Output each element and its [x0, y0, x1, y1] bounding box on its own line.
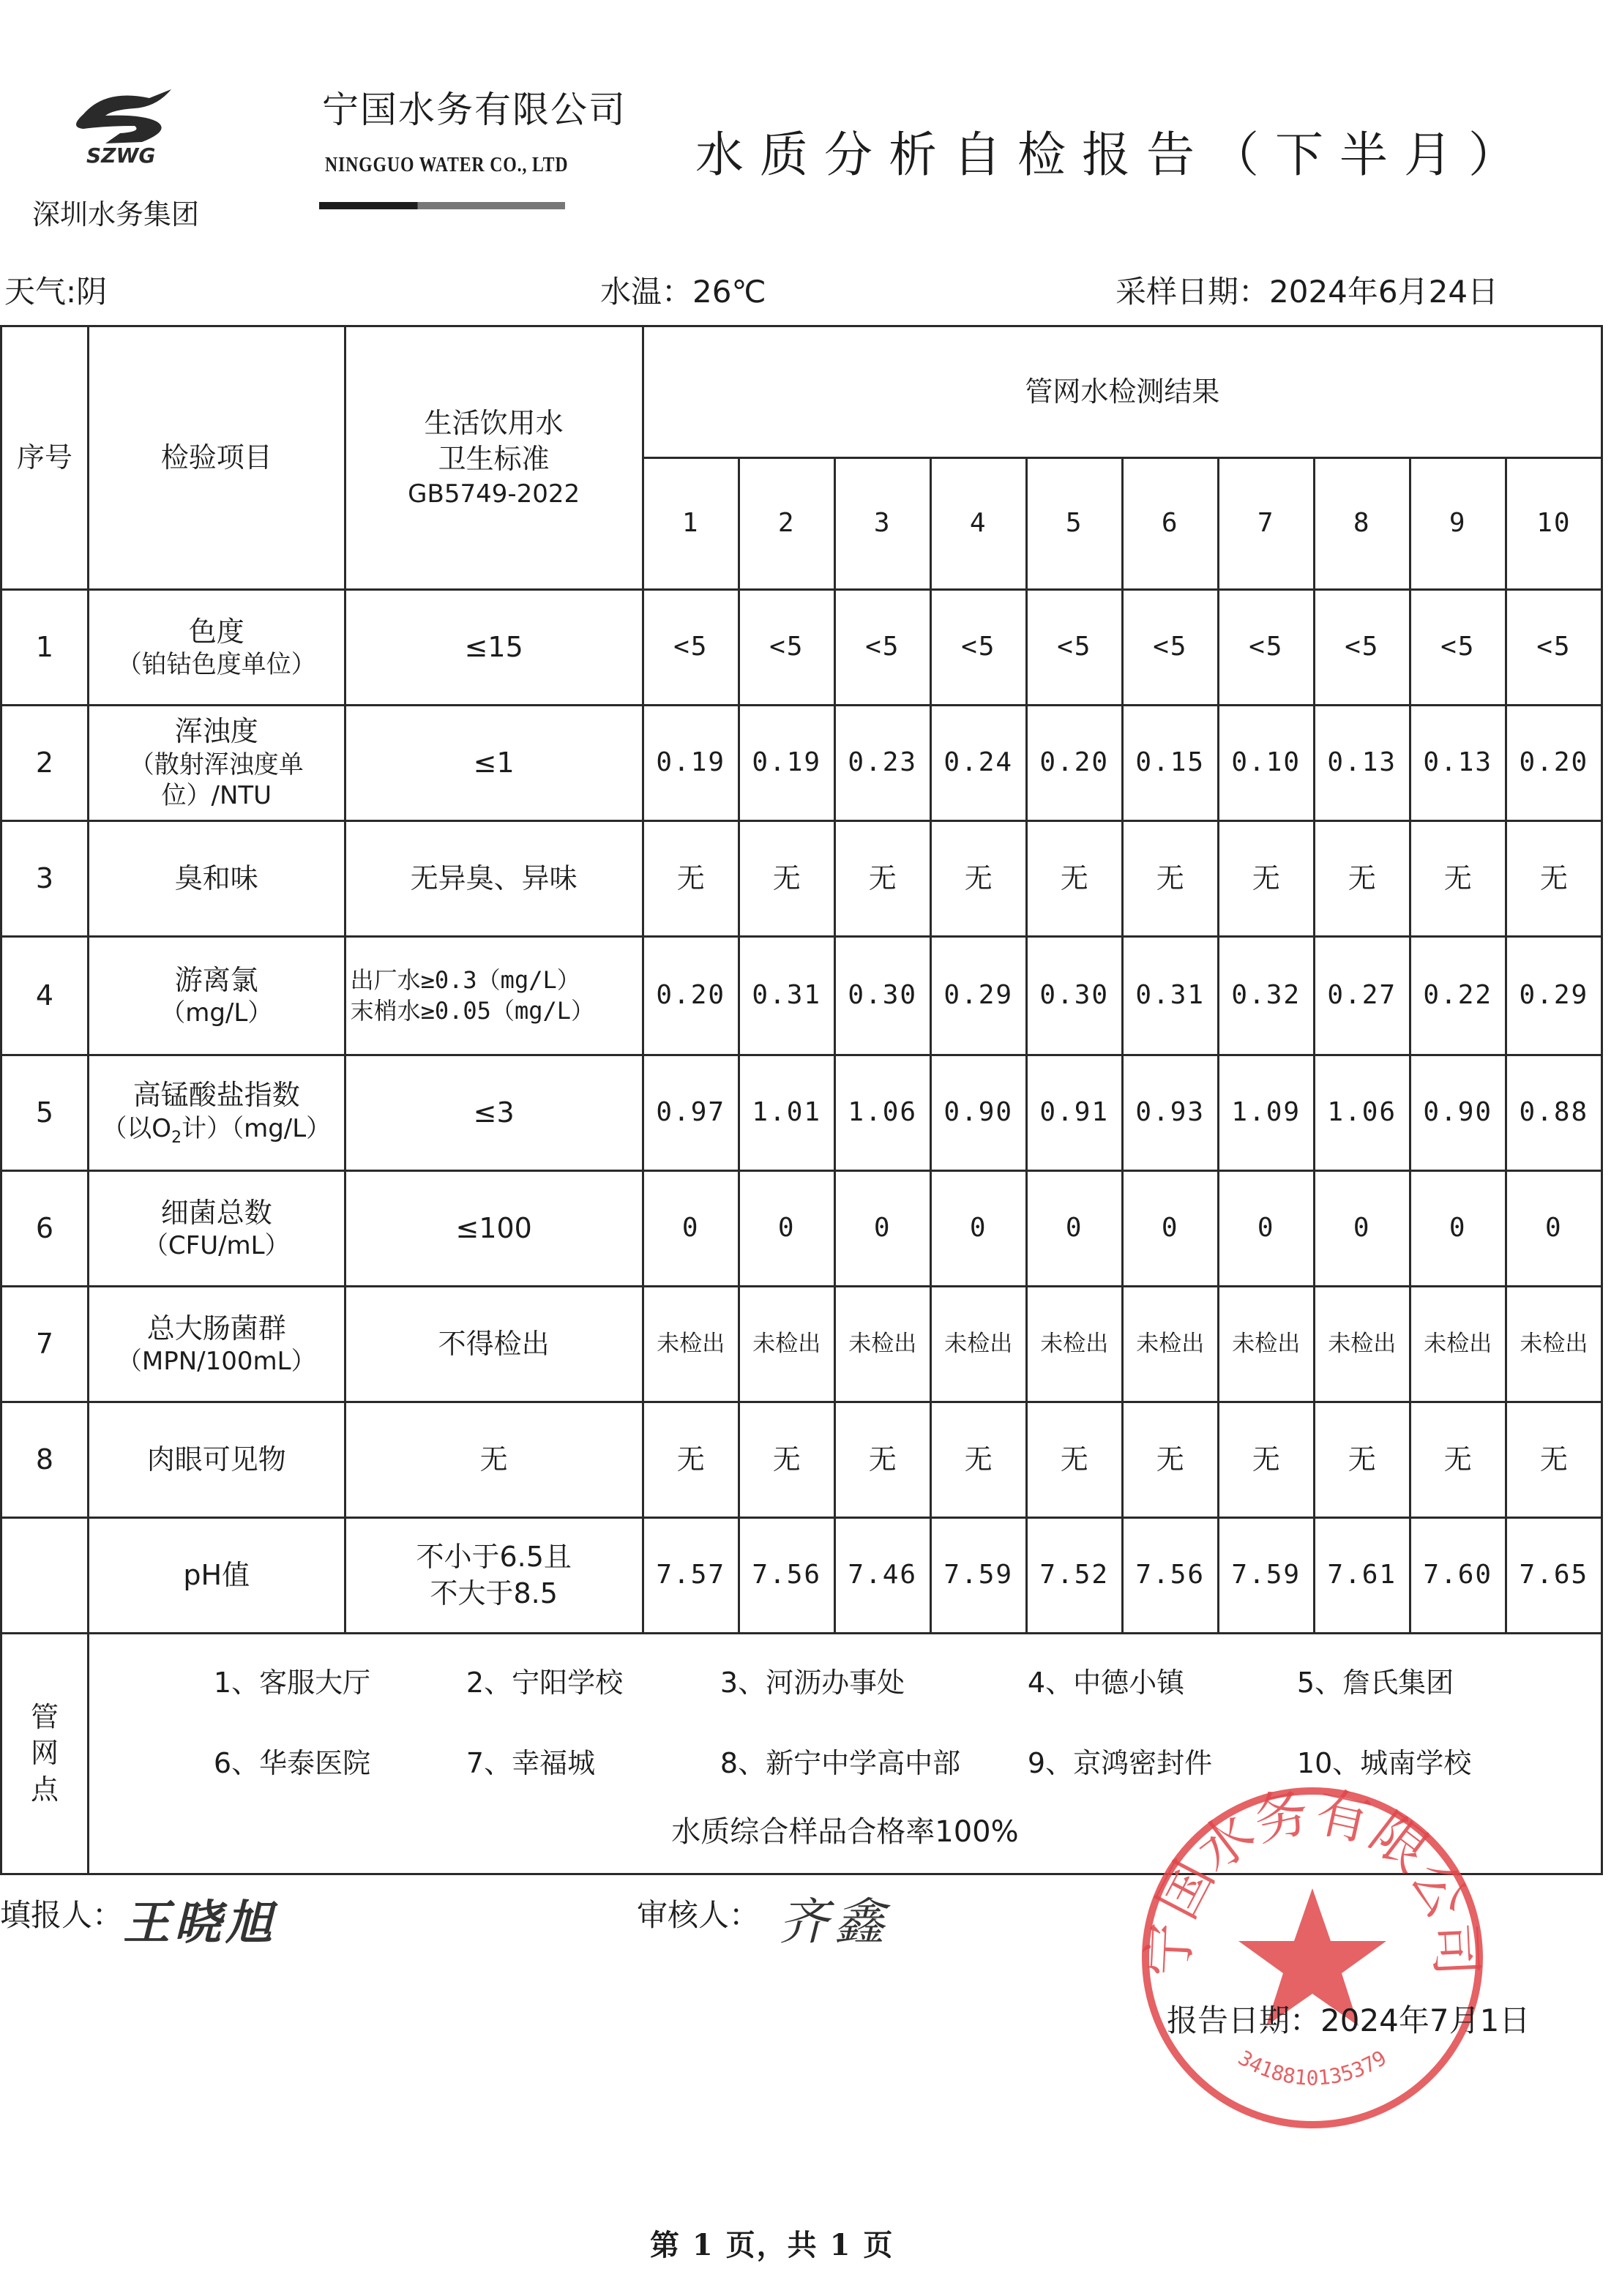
- result-cell: 无: [1506, 1402, 1602, 1518]
- result-cell: 0: [643, 1171, 739, 1287]
- site-8: 8、新宁中学高中部: [720, 1747, 961, 1779]
- result-cell: 7.61: [1314, 1518, 1410, 1634]
- result-cell: <5: [1218, 590, 1314, 706]
- result-cell: 0: [1122, 1171, 1218, 1287]
- sites-label-text: 管网点: [30, 1700, 59, 1806]
- result-cell: <5: [1314, 590, 1410, 706]
- result-cell: 0.30: [1026, 937, 1122, 1055]
- company-name-cn: 宁国水务有限公司: [322, 89, 627, 131]
- result-cell: 无: [1410, 821, 1506, 937]
- page-footer: 第 1 页，共 1 页: [650, 2228, 894, 2262]
- row-item: [88, 821, 345, 937]
- result-cell: <5: [1506, 590, 1602, 706]
- table-row: [1, 1287, 1602, 1402]
- result-cell: 7.57: [643, 1518, 739, 1634]
- item-name: 总大肠菌群: [146, 1312, 286, 1345]
- result-cell: 0.97: [643, 1055, 739, 1171]
- site-number-header: 1: [643, 458, 739, 590]
- item-name: 细菌总数: [160, 1196, 272, 1229]
- site-1: 1、客服大厅: [213, 1667, 371, 1699]
- site-4: 4、中德小镇: [1027, 1667, 1185, 1699]
- standard-line: 生活饮用水: [424, 407, 564, 440]
- table-row: [1, 821, 1602, 937]
- result-cell: 0.88: [1506, 1055, 1602, 1171]
- row-seq: 1: [1, 590, 89, 706]
- szwg-logo-icon: [61, 85, 193, 165]
- site-number-header: 2: [739, 458, 834, 590]
- row-item: [88, 590, 345, 706]
- table-row: [1, 1055, 1602, 1171]
- result-cell: 7.46: [834, 1518, 930, 1634]
- result-cell: 0.24: [930, 706, 1026, 821]
- result-cell: <5: [643, 590, 739, 706]
- result-cell: 1.06: [834, 1055, 930, 1171]
- result-cell: 0: [1506, 1171, 1602, 1287]
- report-title: 水质分析自检报告（下半月）: [695, 127, 1533, 183]
- item-name: 臭和味: [174, 861, 258, 894]
- result-cell: 0.31: [739, 937, 834, 1055]
- result-cell: 0.90: [1410, 1055, 1506, 1171]
- result-cell: 未检出: [1410, 1287, 1506, 1402]
- result-cell: 未检出: [1506, 1287, 1602, 1402]
- result-cell: 0.31: [1122, 937, 1218, 1055]
- row-item: [88, 1402, 345, 1518]
- result-cell: 7.59: [930, 1518, 1026, 1634]
- row-standard: [345, 937, 643, 1055]
- item-name: 游离氯: [174, 963, 258, 996]
- result-cell: 无: [1026, 1402, 1122, 1518]
- table-row: [1, 706, 1602, 821]
- result-cell: 无: [930, 1402, 1026, 1518]
- result-cell: <5: [739, 590, 834, 706]
- result-cell: 0.20: [1026, 706, 1122, 821]
- result-cell: 0.10: [1218, 706, 1314, 821]
- standard-line: 末梢水≥0.05（mg/L）: [350, 996, 595, 1025]
- item-unit: （铂钴色度单位）: [116, 650, 316, 679]
- item-unit: （散射浑浊度单位）/NTU: [129, 749, 304, 811]
- result-cell: 7.59: [1218, 1518, 1314, 1634]
- svg-text:3418810135379: [1234, 2046, 1391, 2090]
- result-cell: 0.19: [643, 706, 739, 821]
- item-name: 高锰酸盐指数: [132, 1079, 300, 1112]
- result-cell: 7.56: [739, 1518, 834, 1634]
- standard-line: GB5749-2022: [408, 479, 580, 509]
- site-7: 7、幸福城: [466, 1747, 596, 1779]
- group-name: 深圳水务集团: [32, 198, 200, 231]
- result-cell: 0.30: [834, 937, 930, 1055]
- result-cell: 无: [1122, 821, 1218, 937]
- result-cell: 0.15: [1122, 706, 1218, 821]
- result-cell: 未检出: [643, 1287, 739, 1402]
- company-name-en: NINGGUO WATER CO., LTD: [325, 154, 569, 176]
- row-seq: 2: [1, 706, 89, 821]
- result-cell: 无: [1506, 821, 1602, 937]
- result-cell: 0.32: [1218, 937, 1314, 1055]
- site-number-header: 5: [1026, 458, 1122, 590]
- item-unit: （MPN/100mL）: [116, 1347, 316, 1376]
- result-cell: 无: [739, 1402, 834, 1518]
- result-cell: 0.90: [930, 1055, 1026, 1171]
- site-number-header: 10: [1506, 458, 1602, 590]
- table-row: [1, 590, 1602, 706]
- result-cell: 无: [643, 821, 739, 937]
- svg-text:SZWG: SZWG: [86, 143, 156, 165]
- sites-line-1: [89, 1648, 1601, 1728]
- sampling-date: 采样日期：2024年6月24日: [1115, 274, 1499, 310]
- result-cell: 0.27: [1314, 937, 1410, 1055]
- result-cell: 无: [1026, 821, 1122, 937]
- result-cell: 未检出: [1314, 1287, 1410, 1402]
- item-unit-pre: （以O: [102, 1113, 172, 1143]
- filler-signature: 王晓旭: [123, 1896, 277, 1951]
- result-cell: 未检出: [930, 1287, 1026, 1402]
- table-row: [1, 1518, 1602, 1634]
- item-unit: [89, 1113, 344, 1148]
- result-cell: 1.06: [1314, 1055, 1410, 1171]
- site-6: 6、华泰医院: [213, 1747, 371, 1779]
- result-cell: 0.13: [1314, 706, 1410, 821]
- water-temperature: 水温：26℃: [600, 274, 766, 310]
- item-unit-post: 计）（mg/L）: [182, 1113, 332, 1143]
- water-quality-table: [0, 325, 1603, 1875]
- result-cell: 无: [643, 1402, 739, 1518]
- row-item: [88, 1055, 345, 1171]
- result-cell: <5: [1026, 590, 1122, 706]
- row-standard: 不得检出: [345, 1287, 643, 1402]
- result-cell: 无: [739, 821, 834, 937]
- result-cell: 1.01: [739, 1055, 834, 1171]
- report-date: 报告日期：2024年7月1日: [1167, 2003, 1531, 2038]
- weather: 天气:阴: [4, 274, 108, 310]
- result-cell: 0: [739, 1171, 834, 1287]
- standard-line: 出厂水≥0.3（mg/L）: [350, 965, 580, 994]
- result-cell: <5: [1410, 590, 1506, 706]
- filler-label: 填报人：: [0, 1897, 124, 1933]
- row-seq: 4: [1, 937, 89, 1055]
- result-cell: 0: [930, 1171, 1026, 1287]
- table-row: [1, 1402, 1602, 1518]
- row-item: [88, 1287, 345, 1402]
- result-cell: 无: [930, 821, 1026, 937]
- result-cell: <5: [1122, 590, 1218, 706]
- row-standard: [345, 1518, 643, 1634]
- result-cell: 0.23: [834, 706, 930, 821]
- result-cell: 0.93: [1122, 1055, 1218, 1171]
- pass-rate: 水质综合样品合格率100%: [671, 1815, 1019, 1849]
- result-cell: 无: [1218, 821, 1314, 937]
- row-seq: 6: [1, 1171, 89, 1287]
- row-standard: ≤15: [345, 590, 643, 706]
- result-cell: 0.29: [930, 937, 1026, 1055]
- result-cell: 7.60: [1410, 1518, 1506, 1634]
- header-seq: 序号: [1, 326, 89, 590]
- item-unit-subscript: 2: [171, 1128, 182, 1147]
- result-cell: 7.52: [1026, 1518, 1122, 1634]
- row-item: [88, 1171, 345, 1287]
- result-cell: 无: [1314, 821, 1410, 937]
- site-number-header: 3: [834, 458, 930, 590]
- site-10: 10、城南学校: [1296, 1747, 1472, 1779]
- item-name: 肉眼可见物: [146, 1443, 286, 1476]
- site-number-header: 9: [1410, 458, 1506, 590]
- site-3: 3、河沥办事处: [720, 1667, 905, 1699]
- result-cell: 未检出: [1026, 1287, 1122, 1402]
- item-unit: （mg/L）: [160, 998, 273, 1028]
- row-standard: ≤3: [345, 1055, 643, 1171]
- result-cell: 无: [1218, 1402, 1314, 1518]
- result-cell: 0.20: [1506, 706, 1602, 821]
- result-cell: 0: [1026, 1171, 1122, 1287]
- header-results: 管网水检测结果: [643, 326, 1602, 458]
- site-2: 2、宁阳学校: [466, 1667, 624, 1699]
- site-number-header: 6: [1122, 458, 1218, 590]
- result-cell: <5: [930, 590, 1026, 706]
- row-seq: 5: [1, 1055, 89, 1171]
- standard-line: 卫生标准: [438, 443, 550, 476]
- result-cell: 无: [1122, 1402, 1218, 1518]
- result-cell: 0: [834, 1171, 930, 1287]
- item-name: 浑浊度: [174, 715, 258, 748]
- row-item: [88, 706, 345, 821]
- header-item: 检验项目: [88, 326, 345, 590]
- row-standard: 无异臭、异味: [345, 821, 643, 937]
- result-cell: 未检出: [834, 1287, 930, 1402]
- standard-line: 不大于8.5: [430, 1577, 558, 1609]
- result-cell: <5: [834, 590, 930, 706]
- row-seq: 7: [1, 1287, 89, 1402]
- company-seal-icon: [1133, 1779, 1492, 2137]
- result-cell: 0: [1314, 1171, 1410, 1287]
- standard-line: 不小于6.5且: [416, 1541, 572, 1574]
- row-standard: ≤100: [345, 1171, 643, 1287]
- site-9: 9、京鸿密封件: [1027, 1747, 1213, 1779]
- item-name: pH值: [183, 1558, 250, 1591]
- item-unit: （CFU/mL）: [143, 1231, 290, 1260]
- row-standard: ≤1: [345, 706, 643, 821]
- result-cell: 未检出: [1218, 1287, 1314, 1402]
- site-number-header: 7: [1218, 458, 1314, 590]
- row-item: [88, 1518, 345, 1634]
- table-row: [1, 937, 1602, 1055]
- seal-code: 3418810135379: [1233, 2045, 1391, 2090]
- result-cell: 0: [1218, 1171, 1314, 1287]
- item-name: 色度: [188, 615, 244, 648]
- row-standard: 无: [345, 1402, 643, 1518]
- reviewer-signature: 齐鑫: [779, 1893, 891, 1951]
- row-item: [88, 937, 345, 1055]
- row-seq: 8: [1, 1402, 89, 1518]
- result-cell: 无: [1314, 1402, 1410, 1518]
- table-row: [1, 1171, 1602, 1287]
- result-cell: 7.56: [1122, 1518, 1218, 1634]
- result-cell: 无: [834, 1402, 930, 1518]
- result-cell: 未检出: [1122, 1287, 1218, 1402]
- result-cell: 0.13: [1410, 706, 1506, 821]
- site-number-header: 4: [930, 458, 1026, 590]
- site-5: 5、詹氏集团: [1296, 1667, 1454, 1699]
- reviewer-label: 审核人：: [637, 1897, 760, 1933]
- result-cell: 0.91: [1026, 1055, 1122, 1171]
- result-cell: 0.20: [643, 937, 739, 1055]
- sites-label: [1, 1634, 89, 1874]
- row-seq: [1, 1518, 89, 1634]
- result-cell: 无: [1410, 1402, 1506, 1518]
- result-cell: 未检出: [739, 1287, 834, 1402]
- result-cell: 0: [1410, 1171, 1506, 1287]
- result-cell: 0.22: [1410, 937, 1506, 1055]
- result-cell: 0.29: [1506, 937, 1602, 1055]
- seal-text: 宁国水务有限公司: [1137, 1780, 1488, 1978]
- company-underline: [319, 202, 565, 209]
- result-cell: 1.09: [1218, 1055, 1314, 1171]
- header-standard: [345, 326, 643, 590]
- site-number-header: 8: [1314, 458, 1410, 590]
- row-seq: 3: [1, 821, 89, 937]
- result-cell: 无: [834, 821, 930, 937]
- result-cell: 0.19: [739, 706, 834, 821]
- result-cell: 7.65: [1506, 1518, 1602, 1634]
